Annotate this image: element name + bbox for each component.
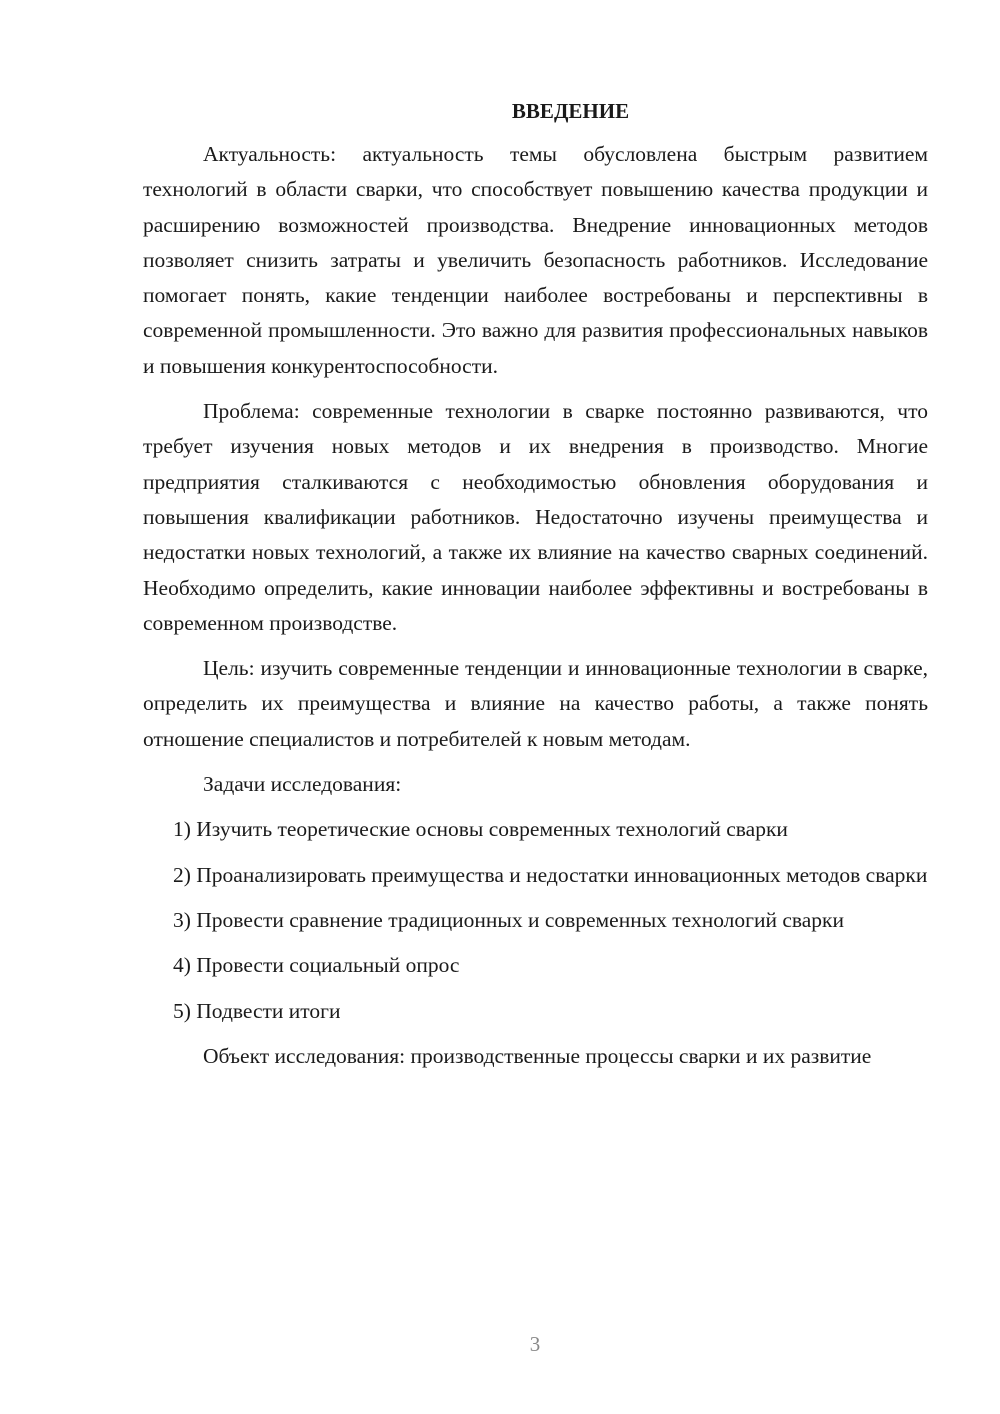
spacer: [143, 893, 928, 903]
page-content: [143, 94, 928, 1074]
spacer: [143, 757, 928, 767]
task-item: 4) Провести социальный опрос: [173, 953, 460, 978]
page-number: 3: [529, 1332, 541, 1356]
spacer: [143, 128, 928, 137]
spacer: [143, 1029, 928, 1039]
spacer: [143, 848, 928, 858]
spacer: [143, 384, 928, 394]
task-item: 1) Изучить теоретические основы современных технологий сварки: [173, 817, 788, 842]
section-heading: ВВЕДЕНИЕ: [511, 99, 630, 123]
task-item: 5) Подвести итоги: [173, 998, 341, 1023]
tasks-heading: Задачи исследования:: [203, 772, 402, 797]
task-item: 3) Провести сравнение традиционных и современных технологий сварки: [173, 907, 845, 932]
goal-paragraph: Цель: изучить современные тенденции и инновационные технологии в сварке, определить их преимущества и влияние на качество работы, а также понять отношение специалистов и потребителей к новым методам.: [143, 656, 928, 751]
spacer: [143, 938, 928, 948]
relevance-paragraph: Актуальность: актуальность темы обусловлена быстрым развитием технологий в области сварки, что способствует повышению качества продукции и расширению возможностей производства. Внедрение инновационных методов позволяет снизить затраты и увеличить безопасность работников. Исследование помогает понять, какие тенденции наиболее востребованы и перспективны в современной промышленности. Это важно для развития профессиональных навыков и повышения конкурентоспособности.: [143, 142, 928, 378]
spacer: [143, 641, 928, 651]
task-item: 2) Проанализировать преимущества и недостатки инновационных методов сварки: [173, 862, 928, 887]
spacer: [143, 984, 928, 994]
object-paragraph: Объект исследования: производственные процессы сварки и их развитие: [203, 1043, 872, 1068]
problem-paragraph: Проблема: современные технологии в сварке постоянно развиваются, что требует изучения новых методов и их внедрения в производство. Многие предприятия сталкиваются с необходимостью обновления оборудования и повышения квалификации работников. Недостаточно изучены преимущества и недостатки новых технологий, а также их влияние на качество сварных соединений. Необходимо определить, какие инновации наиболее эффективны и востребованы в современном производстве.: [143, 399, 928, 635]
spacer: [143, 802, 928, 812]
